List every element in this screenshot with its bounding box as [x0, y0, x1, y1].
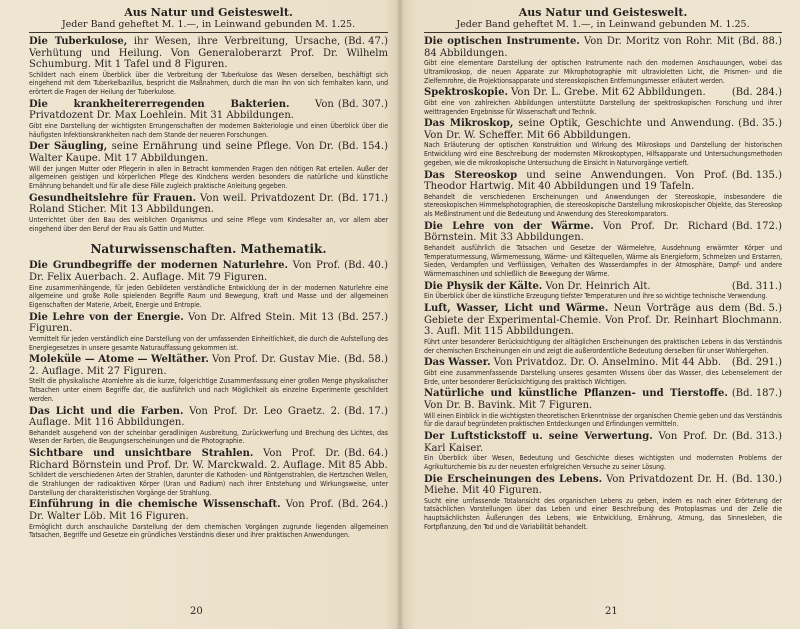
entry-heading: [29, 312, 388, 335]
left-price-line: Jeder Band geheftet M. 1.—, in Leinwand gebunden M. 1.25.: [61, 19, 356, 30]
entry-author-info: Von Privatdozent Dr. H. Miehe. Mit 40 Figuren.: [424, 473, 728, 497]
entry-heading: [424, 303, 782, 338]
entry-description: Nach Erläuterung der optischen Konstruktion und Wirkung des Mikroskops und Darstellung der historischen Entwicklung wird eine Beschreibung der modernsten Mikroskoptypen, Hilfsapparate und Untersuchungsmethoden gegeben, wie die mikroskopische Untersuchung die Einsicht in Naturvorgänge vertieft.: [424, 141, 782, 167]
entry-author-info: und seine Anwendungen. Von Prof. Theodor Hartwig. Mit 40 Abbildungen und 19 Tafeln.: [424, 169, 728, 193]
book-entry: [424, 388, 782, 429]
volume-number: (Bd. 130.): [731, 473, 782, 485]
entry-title: Moleküle — Atome — Weltäther.: [29, 354, 209, 366]
volume-number: (Bd. 313.): [731, 430, 782, 442]
entry-title: Die Lehre von der Wärme.: [424, 220, 594, 232]
entry-heading: [424, 170, 782, 193]
entry-heading: [29, 406, 388, 429]
entry-heading: [29, 193, 388, 216]
entry-description: Will der jungen Mutter oder Pflegerin in allen in Betracht kommenden Fragen den nötigen Rat erteilen. Außer der allgemeinen geistigen und körperlichen Pflege des Kindchens werden besonders die natürliche und künstliche Ernährung behandelt und für alle diese Fälle zugleich praktische Anleitung gegeben.: [29, 164, 388, 191]
book-entry: [29, 141, 388, 190]
volume-number: (Bd. 5.): [744, 303, 782, 315]
volume-number: (Bd. 264.): [337, 499, 388, 511]
entry-author-info: Von Dr. B. Bavink. Mit 7 Figuren.: [424, 399, 593, 411]
entry-title: Die krankheitererregenden Bakterien.: [29, 98, 290, 110]
left-header-rule: [29, 32, 388, 33]
right-header-rule: [424, 32, 782, 33]
volume-number: (Bd. 187.): [731, 388, 782, 400]
volume-number: (Bd. 64.): [344, 448, 388, 460]
entry-description: Ein Überblick über Wesen, Bedeutung und Geschichte dieses wichtigsten und modernsten Problems der Agrikulturchemie bis zu der neuesten erfolgreichen Versuche zu seiner Lösung.: [424, 454, 782, 471]
entry-description: Eine zusammenhängende, für jeden Gebildeten verständliche Entwicklung der in der modernen Naturlehre eine allgemeine und große Rolle spielenden Begriffe Raum und Bewegung, Kraft und Masse und der allgemeinen Eigenschaften der Materie, Arbeit, Energie und Entropie.: [29, 283, 388, 309]
entry-description: Gibt eine zusammenfassende Darstellung unseres gesamten Wissens über das Wasser, dies Lebenselement der Erde, unter besonderer Berücksichtigung des praktisch Wichtigen.: [424, 368, 782, 386]
book-entry: [29, 354, 388, 403]
entry-title: Das Wasser.: [424, 357, 491, 369]
volume-number: (Bd. 311.): [731, 280, 782, 292]
entry-author-info: Von Prof. Dr. Walter Löb. Mit 16 Figuren.: [29, 499, 334, 523]
entry-heading: [29, 99, 388, 122]
book-entry: [29, 99, 388, 140]
entry-heading: [29, 448, 388, 471]
entry-description: Stellt die physikalische Atomlehre als die kurze, folgerichtige Zusammenfassung einer großen Menge physikalischer Tatsachen unter einem Begriffe dar, die ausführlich und nach Möglichkeit als einzelne Experimente geschildert werden.: [29, 377, 388, 403]
entry-heading: [424, 221, 782, 244]
section-heading: Naturwissenschaften. Mathematik.: [90, 242, 327, 257]
entry-author-info: Von Dr. Moritz von Rohr. Mit 84 Abbildungen.: [424, 36, 735, 59]
left-page-number: 20: [190, 606, 203, 617]
entry-description: Gibt eine elementare Darstellung der optischen Instrumente nach den modernen Anschauungen, wobei das Ultramikroskop, die neuen Apparate zur Mikrophotographie mit ultravioletten Licht, die Prismen- und die Zielfernrohre, die Projektionsapparate und stereoskopischen Entfernungsmesser erläutert werden.: [424, 59, 782, 85]
entry-author-info: Von Prof. Dr. Gustav Mie. 2. Auflage. Mit 27 Figuren.: [29, 354, 341, 377]
book-entry: [424, 303, 782, 355]
volume-number: (Bd. 35.): [738, 118, 782, 130]
entry-title: Die Lehre von der Energie.: [29, 311, 184, 323]
volume-number: (Bd. 171.): [337, 192, 388, 204]
entry-description: Behandelt ausgehend von der scheinbar geradlinigen Ausbreitung, Zurückwerfung und Brechung des Lichtes, das Wesen der Farben, die Beugungserscheinungen und die Photographie.: [29, 428, 388, 446]
book-entry: [29, 499, 388, 540]
entry-author-info: Von Prof. Dr. Leo Graetz. 2. Auflage. Mit 116 Abbildungen.: [29, 405, 341, 429]
entry-description: Vermittelt für jeden verständlich eine Darstellung von der umfassenden Einheitlichkeit, die durch die Aufstellung des Energiegesetzes in unsere gesamte Naturauffassung gekommen ist.: [29, 334, 388, 352]
volume-number: (Bd. 284.): [731, 87, 782, 99]
entry-heading: [424, 474, 782, 497]
entry-author-info: Von Privatdozent Dr. Max Loehlein. Mit 31 Abbildungen.: [29, 98, 334, 122]
volume-number: (Bd. 257.): [337, 311, 388, 323]
entry-author-info: ihr Wesen, ihre Verbreitung, Ursache, Verhütung und Heilung. Von Generaloberarzt Prof. Dr. Wilhelm Schumburg. Mit 1 Tafel und 8 Figuren.: [29, 36, 388, 71]
right-entries: [424, 36, 782, 532]
left-entries-bottom: [29, 260, 388, 540]
volume-number: (Bd. 172.): [731, 220, 782, 232]
entry-heading: [424, 118, 782, 141]
volume-number: (Bd. 135.): [731, 169, 782, 181]
right-page: [400, 0, 800, 629]
entry-heading: [29, 36, 388, 71]
entry-title: Die Grundbegriffe der modernen Naturlehre.: [29, 260, 288, 272]
entry-title: Das Mikroskop,: [424, 118, 514, 130]
volume-number: (Bd. 88.): [738, 36, 782, 47]
book-entry: [29, 193, 388, 234]
volume-number: (Bd. 307.): [337, 98, 388, 110]
entry-title: Spektroskopie.: [424, 87, 508, 99]
entry-description: Behandelt die verschiedenen Erscheinungen und Anwendungen der Stereoskopie, insbesondere die stereoskopischen Himmelsphotographien, die stereoskopische Darstellung mikroskopischer Objekte, das Stereoskop als Meßinstrument und die Bedeutung und Anwendung des Stereokomparators.: [424, 192, 782, 219]
entry-title: Gesundheitslehre für Frauen.: [29, 192, 197, 204]
entry-heading: [424, 431, 782, 454]
entry-author-info: Von Prof. Dr. Richard Börnstein. Mit 33 Abbildungen.: [424, 220, 728, 244]
volume-number: (Bd. 291.): [731, 357, 782, 369]
entry-description: Gibt eine Darstellung der wichtigsten Errungenschaften der modernen Bakteriologie und einen Überblick über die häufigsten Infektionskrankheiten nach dem Stande der neueren Forschungen.: [29, 122, 388, 139]
book-entry: [424, 431, 782, 472]
entry-author-info: Von Privatdoz. Dr. O. Anselmino. Mit 44 Abb.: [490, 357, 722, 369]
book-entry: [424, 357, 782, 386]
right-price-line: Jeder Band geheftet M. 1.—, in Leinwand gebunden M. 1.25.: [456, 19, 750, 30]
entry-title: Natürliche und künstliche Pflanzen- und Tierstoffe.: [424, 388, 728, 400]
entry-heading: [424, 36, 782, 59]
entry-title: Einführung in die chemische Wissenschaft.: [29, 499, 281, 511]
entry-title: Der Säugling,: [29, 141, 108, 153]
book-entry: [29, 312, 388, 353]
entry-description: Unterrichtet über den Bau des weiblichen Organismus und seine Pflege vom Kindesalter an, vor allem aber eingehend über den Beruf der Frau als Gattin und Mutter.: [29, 215, 388, 233]
book-entry: [424, 221, 782, 279]
entry-author-info: Von Prof. Dr. Richard Börnstein und Prof. Dr. W. Marckwald. 2. Auflage. Mit 85 Abb.: [29, 448, 388, 471]
entry-author-info: seine Ernährung und seine Pflege. Von Dr. Walter Kaupe. Mit 17 Abbildungen.: [29, 141, 334, 165]
entry-title: Der Luftstickstoff u. seine Verwertung.: [424, 430, 653, 442]
book-entry: [424, 170, 782, 219]
volume-number: (Bd. 40.): [344, 260, 388, 272]
entry-title: Die Erscheinungen des Lebens.: [424, 473, 603, 485]
entry-description: Sucht eine umfassende Totalansicht des organischen Lebens zu geben, indem es nach einer Erörterung der tatsächlichen Vorstellungen über das Leben und einer Beschreibung des Protoplasmas und der Zelle die hauptsächlichsten Äußerungen des Lebens, wie Entwicklung, Ernährung, Atmung, das Sinnesleben, die Fortpflanzung, den Tod und die Variabilität behandelt.: [424, 496, 782, 531]
book-entry: [424, 118, 782, 167]
entry-author-info: Von Prof. Dr. Karl Kaiser.: [424, 430, 728, 454]
book-entry: [29, 448, 388, 497]
entry-title: Das Licht und die Farben.: [29, 405, 184, 417]
book-entry: [424, 36, 782, 85]
book-entry: [424, 281, 782, 301]
entry-description: Behandelt ausführlich die Tatsachen und Gesetze der Wärmelehre, Ausdehnung erwärmter Körper und Temperaturmessung, Wärmemessung, Wärme- und Kältequellen, Wärme als Energieform, Schmelzen und Erstarren, Sieden, Verdampfen und Verflüssigen, Verhalten des Wasserdampfes in der Atmosphäre, Dampf- und andere Wärmemaschinen und schließlich die Bewegung der Wärme.: [424, 244, 782, 279]
entry-heading: [424, 388, 782, 411]
entry-description: Ein Überblick über die künstliche Erzeugung tiefster Temperaturen und ihre so wichtige technische Verwendung.: [424, 292, 768, 301]
book-entry: [29, 406, 388, 447]
volume-number: (Bd. 47.): [344, 36, 388, 47]
entry-description: Schildert nach einem Überblick über die Verbreitung der Tuberkulose das Wesen derselben, beschäftigt sich eingehend mit dem Tuberkelbazillus, bespricht die Maßnahmen, durch die man ihn von sich fernhalten kann, und erörtert die Fragen der Heilung der Tuberkulose.: [29, 70, 388, 97]
left-entries-top: [29, 36, 388, 233]
right-page-number: 21: [605, 606, 618, 617]
entry-title: Luft, Wasser, Licht und Wärme.: [424, 303, 609, 315]
entry-author-info: Von weil. Privatdozent Dr. Roland Sticher. Mit 13 Abbildungen.: [29, 192, 334, 216]
entry-author-info: Neun Vorträge aus dem Gebiete der Experimental-Chemie. Von Prof. Dr. Reinhart Blochmann. 3. Aufl. Mit 115 Abbildungen.: [424, 303, 782, 338]
entry-heading: [29, 499, 388, 522]
entry-title: Das Stereoskop: [424, 169, 518, 181]
entry-heading: [29, 141, 388, 164]
entry-author-info: seine Optik, Geschichte und Anwendung. Von Dr. W. Scheffer. Mit 66 Abbildungen.: [424, 118, 735, 141]
entry-author-info: Von Prof. Dr. Felix Auerbach. 2. Auflage. Mit 79 Figuren.: [29, 260, 341, 283]
book-entry: [29, 260, 388, 309]
entry-heading: [424, 357, 782, 369]
book-entry: [424, 474, 782, 532]
entry-title: Die optischen Instrumente.: [424, 36, 580, 47]
entry-title: Die Tuberkulose,: [29, 36, 128, 47]
entry-description: Ermöglicht durch anschauliche Darstellung der dem chemischen Vorgängen zugrunde liegenden allgemeinen Tatsachen, Begriffe und Gesetze ein gründliches Verständnis dieser und ihrer praktischen Anwendungen.: [29, 522, 388, 540]
entry-title: Die Physik der Kälte.: [424, 280, 543, 292]
book-entry: [29, 36, 388, 97]
entry-author-info: Von Dr. L. Grebe. Mit 62 Abbildungen.: [507, 87, 706, 99]
left-running-title: Aus Natur und Geisteswelt.: [124, 6, 293, 19]
entry-description: Schildert die verschiedenen Arten der Strahlen, darunter die Kathoden- und Röntgenstrahlen, die Hertzschen Wellen, die Strahlungen der radioaktiven Körper (Uran und Radium) nach ihrer Entstehung und Wirkungsweise, unter Darstellung der charakteristischen Vorgänge der Strahlung.: [29, 471, 388, 497]
right-running-title: Aus Natur und Geisteswelt.: [518, 6, 688, 19]
entry-description: Will einen Einblick in die wichtigsten theoretischen Erkenntnisse der organischen Chemie geben und das Verständnis für die darauf begründeten praktischen Entdeckungen und Erfindungen vermitteln.: [424, 411, 782, 429]
volume-number: (Bd. 58.): [344, 354, 388, 366]
book-entry: [424, 87, 782, 116]
entry-heading: [424, 281, 782, 293]
entry-heading: [424, 87, 782, 99]
volume-number: (Bd. 17.): [344, 405, 388, 417]
entry-description: Gibt eine von zahlreichen Abbildungen unterstützte Darstellung der spektroskopischen Forschung und ihrer weittragenden Ergebnisse für Wissenschaft und Technik.: [424, 98, 782, 116]
entry-title: Sichtbare und unsichtbare Strahlen.: [29, 448, 254, 460]
entry-author-info: Von Dr. Alfred Stein. Mit 13 Figuren.: [29, 311, 334, 335]
entry-description: Führt unter besonderer Berücksichtigung der alltäglichen Erscheinungen des praktischen Lebens in das Verständnis der chemischen Erscheinungen ein und zeigt die außerordentliche Bedeutung derselben für unser Wohlergehen.: [424, 337, 782, 355]
entry-author-info: Von Dr. Heinrich Alt.: [542, 280, 651, 292]
entry-heading: [29, 260, 388, 283]
entry-heading: [29, 354, 388, 377]
volume-number: (Bd. 154.): [337, 141, 388, 153]
